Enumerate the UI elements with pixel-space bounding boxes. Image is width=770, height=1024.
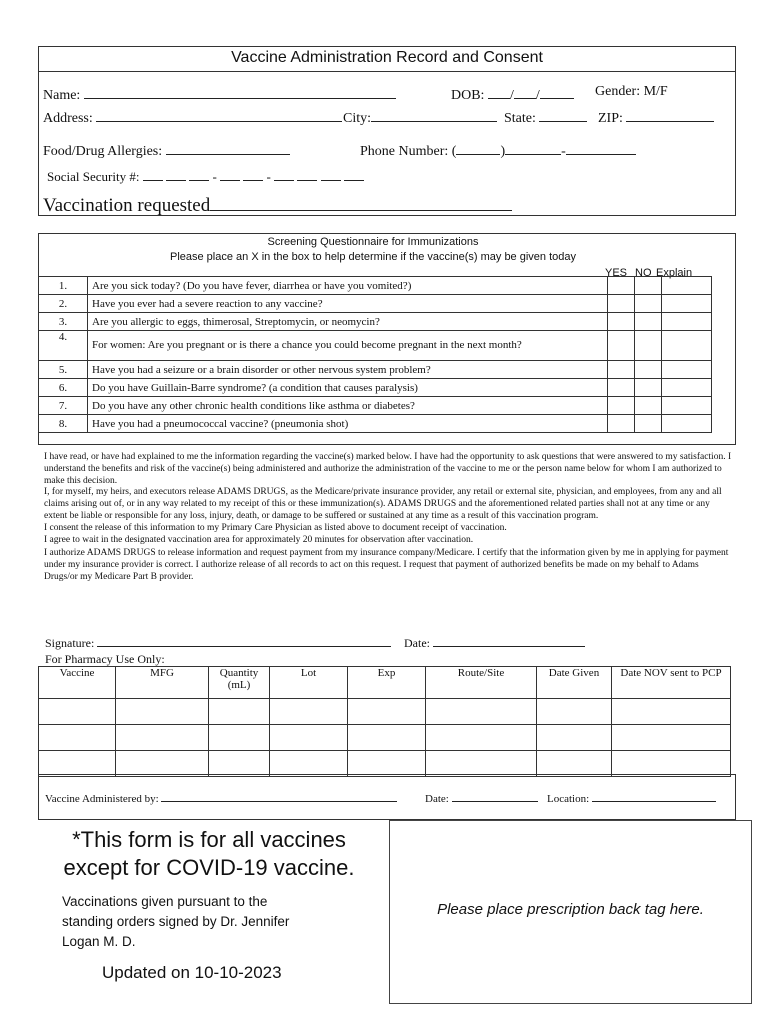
question-number: 2. <box>39 295 88 313</box>
exp-cell[interactable] <box>348 725 426 751</box>
lot-cell[interactable] <box>270 751 348 777</box>
explain-field[interactable] <box>662 415 712 433</box>
col-exp: Exp <box>348 667 426 699</box>
dob-label: DOB: <box>451 88 485 103</box>
phone-area-field[interactable] <box>456 140 500 155</box>
explain-field[interactable] <box>662 379 712 397</box>
question-number: 8. <box>39 415 88 433</box>
dob-month-field[interactable] <box>488 84 510 99</box>
pharmacy-row <box>39 751 731 777</box>
administered-date-label: Date: <box>425 793 449 805</box>
covid-note: *This form is for all vaccines except for COVID-19 vaccine. <box>63 827 355 880</box>
location-label: Location: <box>547 793 590 805</box>
col-vaccine: Vaccine <box>39 667 116 699</box>
question-text: Do you have any other chronic health conditions like asthma or diabetes? <box>88 397 608 415</box>
question-text: Have you had a pneumococcal vaccine? (pneumonia shot) <box>88 415 608 433</box>
date-nov-cell[interactable] <box>612 751 731 777</box>
question-number: 7. <box>39 397 88 415</box>
col-route-site: Route/Site <box>426 667 537 699</box>
name-field[interactable] <box>84 84 396 99</box>
no-checkbox[interactable] <box>635 295 662 313</box>
address-label: Address: <box>43 111 93 126</box>
no-checkbox[interactable] <box>635 313 662 331</box>
ssn-field-3[interactable] <box>189 166 209 181</box>
lot-cell[interactable] <box>270 725 348 751</box>
route-site-cell[interactable] <box>426 699 537 725</box>
question-text: Do you have Guillain-Barre syndrome? (a condition that causes paralysis) <box>88 379 608 397</box>
zip-field[interactable] <box>626 107 714 122</box>
state-field[interactable] <box>539 107 587 122</box>
ssn-field-8[interactable] <box>321 166 341 181</box>
date-given-cell[interactable] <box>537 725 612 751</box>
date-given-cell[interactable] <box>537 699 612 725</box>
yes-checkbox[interactable] <box>608 277 635 295</box>
question-text: Are you allergic to eggs, thimerosal, Streptomycin, or neomycin? <box>88 313 608 331</box>
address-field[interactable] <box>96 107 342 122</box>
route-site-cell[interactable] <box>426 725 537 751</box>
yes-checkbox[interactable] <box>608 331 635 361</box>
consent-text <box>44 452 734 584</box>
no-checkbox[interactable] <box>635 331 662 361</box>
screening-questionnaire <box>38 233 736 445</box>
ssn-label: Social Security #: <box>47 169 140 184</box>
consent-paragraph: I, for myself, my heirs, and executors release ADAMS DRUGS, as the Medicare/private insurance provider, any retail or external site, physician, and employees, from any and all claims arising out of, or in any way related to my receipt of this or these immunization(s). ADAMS DRUGS and the aforementioned related parties shall not at any time or any extent be liable or responsible for any loss, injury, death, or damage to be suffered or sustained at any time as a result of this vaccination program. <box>44 487 722 521</box>
mfg-cell[interactable] <box>116 725 209 751</box>
question-number: 1. <box>39 277 88 295</box>
explain-field[interactable] <box>662 331 712 361</box>
question-row <box>39 295 712 313</box>
pharmacy-header-row <box>39 667 731 699</box>
updated-date: Updated on 10-10-2023 <box>102 963 282 982</box>
vaccine-cell[interactable] <box>39 699 116 725</box>
dob-year-field[interactable] <box>540 84 574 99</box>
quantity-cell[interactable] <box>209 725 270 751</box>
vaccine-cell[interactable] <box>39 751 116 777</box>
prescription-tag-area[interactable] <box>389 820 752 1004</box>
ssn-dash: - <box>266 169 271 184</box>
date-given-cell[interactable] <box>537 751 612 777</box>
question-row <box>39 379 712 397</box>
pharmacy-row <box>39 725 731 751</box>
col-no-header: NO <box>635 267 652 279</box>
col-yes-header: YES <box>605 267 628 279</box>
col-quantity: Quantity (mL) <box>209 667 270 699</box>
explain-field[interactable] <box>662 313 712 331</box>
gender-label[interactable]: Gender: M/F <box>595 84 668 99</box>
name-label: Name: <box>43 88 81 103</box>
screening-table <box>38 276 712 433</box>
ssn-field-1[interactable] <box>143 166 163 181</box>
screening-title: Screening Questionnaire for Immunizations <box>267 236 479 248</box>
phone-prefix-field[interactable] <box>505 140 561 155</box>
administered-by-label: Vaccine Administered by: <box>45 793 159 805</box>
question-text: For women: Are you pregnant or is there a chance you could become pregnant in the next month? <box>88 331 608 361</box>
question-text: Have you had a seizure or a brain disorder or other nervous system problem? <box>88 361 608 379</box>
phone-dash: - <box>561 144 566 159</box>
location-field[interactable] <box>592 791 716 802</box>
patient-info-section <box>38 46 736 216</box>
dob-separator: / <box>509 88 514 103</box>
lot-cell[interactable] <box>270 699 348 725</box>
ssn-field-2[interactable] <box>166 166 186 181</box>
vaccine-cell[interactable] <box>39 725 116 751</box>
question-number: 3. <box>39 313 88 331</box>
ssn-field-4[interactable] <box>220 166 240 181</box>
exp-cell[interactable] <box>348 699 426 725</box>
consent-paragraph: I authorize ADAMS DRUGS to release information and request payment from my insurance company/Medicare. I certify that the information given by me in applying for payment under my insurance provider is correct. I authorize release of all records to act on this request. I request that payment of authorized benefits be made on my behalf to Adams Drugs/or my Medicare Part B provider. <box>44 548 729 582</box>
question-number: 5. <box>39 361 88 379</box>
dob-separator: / <box>535 88 540 103</box>
consent-paragraph: I consent the release of this information to my Primary Care Physician as listed above to document receipt of vaccination. <box>44 522 507 533</box>
administered-by-field[interactable] <box>161 791 397 802</box>
no-checkbox[interactable] <box>635 379 662 397</box>
ssn-field-6[interactable] <box>274 166 294 181</box>
phone-close-paren: ) <box>500 144 506 159</box>
question-number: 6. <box>39 379 88 397</box>
no-checkbox[interactable] <box>635 277 662 295</box>
pharmacy-use-label: For Pharmacy Use Only: <box>45 652 165 666</box>
consent-paragraph: I agree to wait in the designated vaccination area for approximately 20 minutes for observation after vaccination. <box>44 534 474 545</box>
administration-section <box>38 774 736 820</box>
no-checkbox[interactable] <box>635 397 662 415</box>
quantity-cell[interactable] <box>209 699 270 725</box>
quantity-cell[interactable] <box>209 751 270 777</box>
city-field[interactable] <box>371 107 497 122</box>
col-date-given: Date Given <box>537 667 612 699</box>
vaccination-requested-field[interactable] <box>210 193 512 211</box>
yes-checkbox[interactable] <box>608 295 635 313</box>
pharmacy-table <box>38 666 731 777</box>
mfg-cell[interactable] <box>116 751 209 777</box>
question-row <box>39 397 712 415</box>
question-row <box>39 361 712 379</box>
phone-line-field[interactable] <box>566 140 636 155</box>
ssn-field-5[interactable] <box>243 166 263 181</box>
date-nov-cell[interactable] <box>612 699 731 725</box>
ssn-field-7[interactable] <box>297 166 317 181</box>
allergies-label: Food/Drug Allergies: <box>43 144 163 159</box>
consent-paragraph: I have read, or have had explained to me the information regarding the vaccine(s) marked below. I have had the opportunity to ask questions that were answered to my satisfaction. I understand the benefits and risk of the vaccine(s) being administered and authorize the administration of the vaccine to me or the person name below for whom I am authorized to make this decision. <box>44 452 732 486</box>
date-nov-cell[interactable] <box>612 725 731 751</box>
mfg-cell[interactable] <box>116 699 209 725</box>
prescription-instruction: Please place prescription back tag here. <box>437 901 704 918</box>
pharmacy-row <box>39 699 731 725</box>
question-row <box>39 313 712 331</box>
question-number: 4. <box>39 331 88 361</box>
question-text: Are you sick today? (Do you have fever, diarrhea or have you vomited?) <box>88 277 608 295</box>
explain-field[interactable] <box>662 295 712 313</box>
signature-label: Signature: <box>45 636 95 650</box>
yes-checkbox[interactable] <box>608 397 635 415</box>
form-title: Vaccine Administration Record and Consent <box>39 47 735 72</box>
route-site-cell[interactable] <box>426 751 537 777</box>
question-row <box>39 277 712 295</box>
standing-orders-note: Vaccinations given pursuant to the standing orders signed by Dr. Jennifer Logan M. D. <box>62 894 290 949</box>
exp-cell[interactable] <box>348 751 426 777</box>
ssn-field-9[interactable] <box>344 166 364 181</box>
city-label: City: <box>343 111 372 126</box>
col-date-nov: Date NOV sent to PCP <box>612 667 731 699</box>
yes-checkbox[interactable] <box>608 313 635 331</box>
dob-day-field[interactable] <box>514 84 536 99</box>
no-checkbox[interactable] <box>635 361 662 379</box>
col-mfg: MFG <box>116 667 209 699</box>
state-label: State: <box>504 111 536 126</box>
explain-field[interactable] <box>662 277 712 295</box>
explain-field[interactable] <box>662 361 712 379</box>
phone-label: Phone Number: ( <box>360 144 457 159</box>
no-checkbox[interactable] <box>635 415 662 433</box>
question-text: Have you ever had a severe reaction to any vaccine? <box>88 295 608 313</box>
col-lot: Lot <box>270 667 348 699</box>
zip-label: ZIP: <box>598 111 623 126</box>
question-row <box>39 415 712 433</box>
screening-instruction: Please place an X in the box to help determine if the vaccine(s) may be given today <box>169 251 576 263</box>
signature-date-label: Date: <box>404 636 430 650</box>
signature-field[interactable] <box>97 635 391 647</box>
yes-checkbox[interactable] <box>608 379 635 397</box>
explain-field[interactable] <box>662 397 712 415</box>
signature-date-field[interactable] <box>433 635 585 647</box>
allergies-field[interactable] <box>166 140 290 155</box>
vaccination-requested-label: Vaccination requested <box>43 195 211 216</box>
col-explain-header: Explain <box>656 267 693 279</box>
yes-checkbox[interactable] <box>608 361 635 379</box>
ssn-dash: - <box>212 169 217 184</box>
question-row <box>39 331 712 361</box>
yes-checkbox[interactable] <box>608 415 635 433</box>
administered-date-field[interactable] <box>452 791 538 802</box>
